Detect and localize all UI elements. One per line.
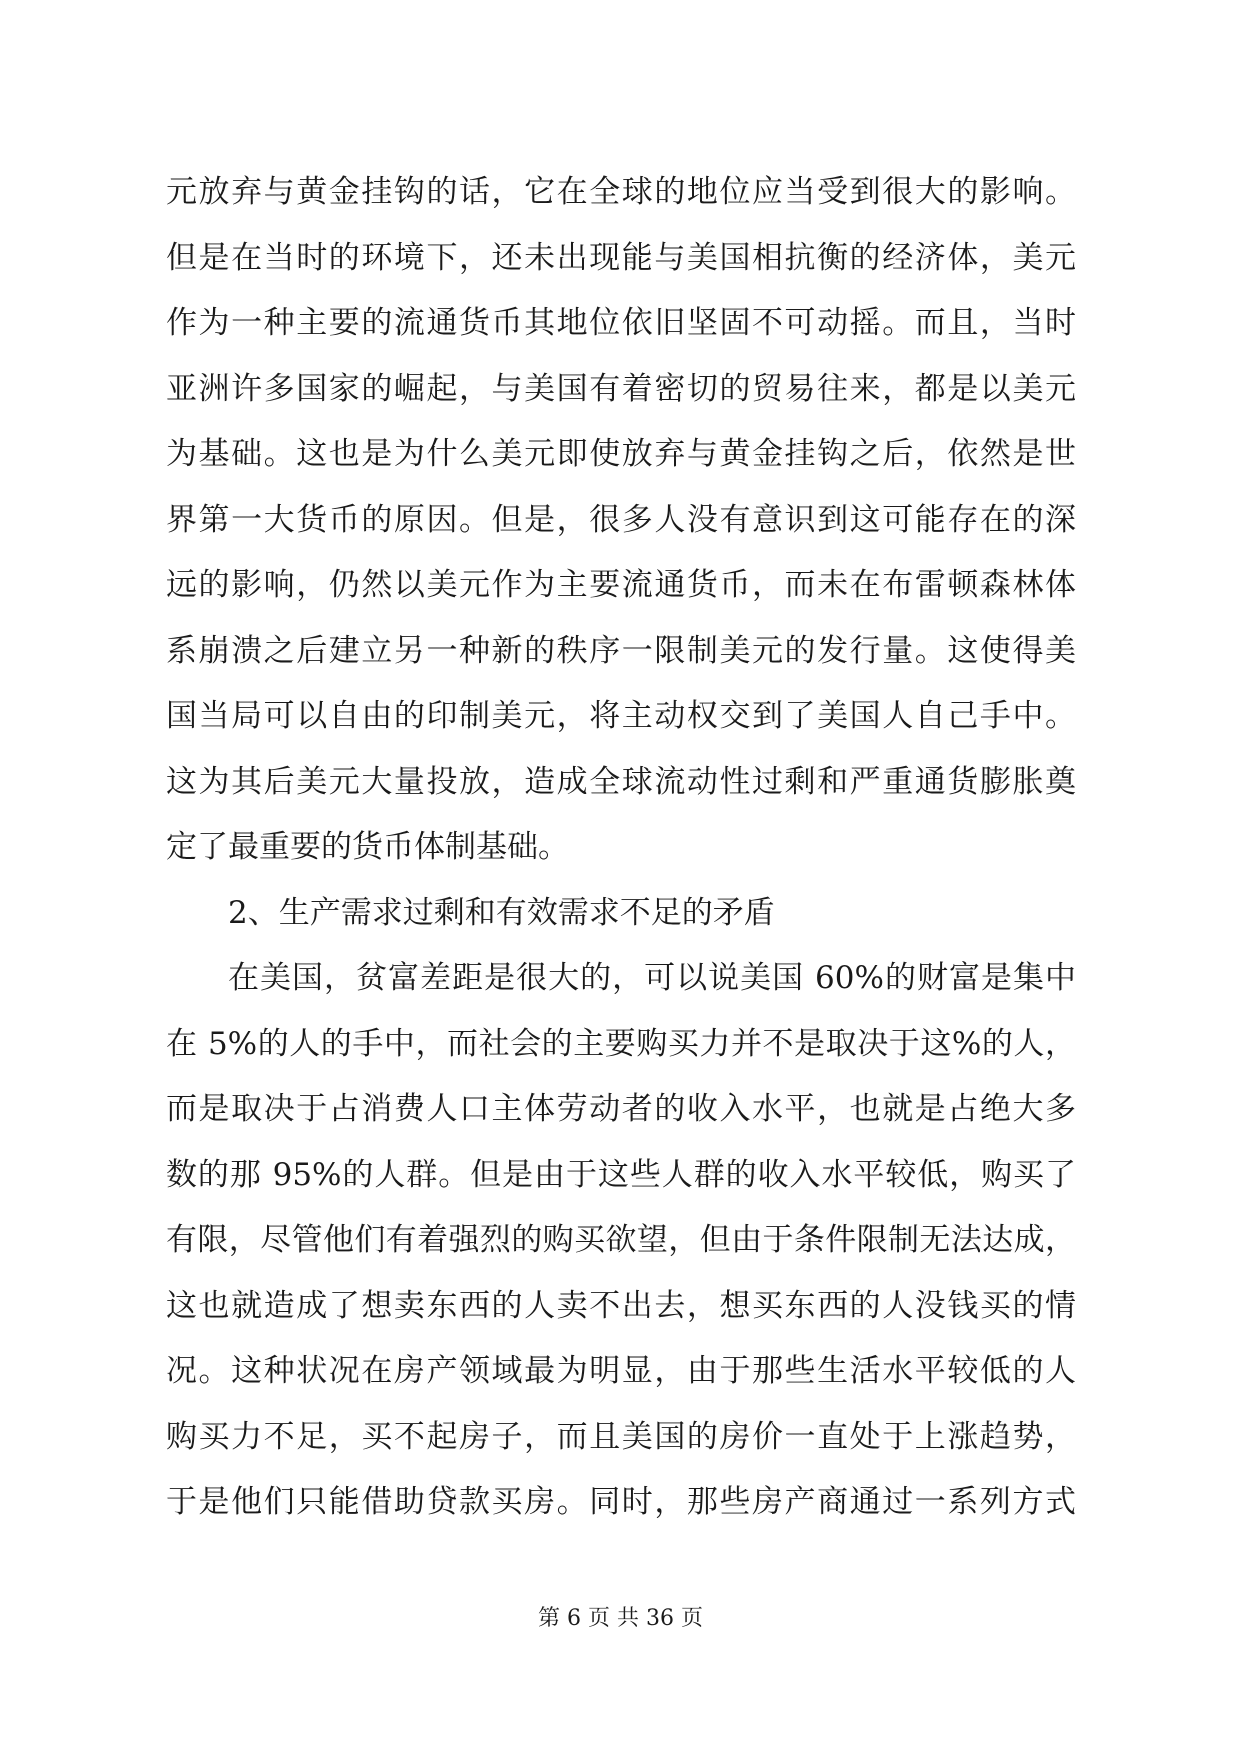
text-line-5: 为基础。这也是为什么美元即使放弃与黄金挂钩之后，依然是世 (166, 436, 1076, 472)
text-line-13: 在美国，贫富差距是很大的，可以说美国 60%的财富是集中 (228, 960, 1076, 996)
page-footer (0, 1604, 1241, 1634)
text-line-2: 但是在当时的环境下，还未出现能与美国相抗衡的经济体，美元 (166, 239, 1076, 276)
text-line-20: 购买力不足，买不起房子，而且美国的房价一直处于上涨趋势， (166, 1418, 1076, 1455)
text-line-1: 元放弃与黄金挂钩的话，它在全球的地位应当受到很大的影响。 (166, 174, 1076, 210)
section-heading: 2、生产需求过剩和有效需求不足的矛盾 (228, 894, 775, 931)
text-line-17: 有限，尽管他们有着强烈的购买欲望，但由于条件限制无法达成， (166, 1222, 1076, 1258)
text-line-21: 于是他们只能借助贷款买房。同时，那些房产商通过一系列方式 (166, 1484, 1076, 1520)
text-line-14: 在 5%的人的手中，而社会的主要购买力并不是取决于这%的人， (166, 1025, 1076, 1062)
text-line-4: 亚洲许多国家的崛起，与美国有着密切的贸易往来，都是以美元 (166, 370, 1076, 407)
text-line-16: 数的那 95%的人群。但是由于这些人群的收入水平较低，购买了 (166, 1156, 1076, 1193)
text-line-6: 界第一大货币的原因。但是，很多人没有意识到这可能存在的深 (166, 501, 1076, 538)
text-line-8: 系崩溃之后建立另一种新的秩序一限制美元的发行量。这使得美 (166, 632, 1076, 669)
text-line-18: 这也就造成了想卖东西的人卖不出去，想买东西的人没钱买的情 (166, 1287, 1076, 1324)
text-line-19: 况。这种状况在房产领域最为明显，由于那些生活水平较低的人 (166, 1353, 1076, 1389)
text-line-10: 这为其后美元大量投放，造成全球流动性过剩和严重通货膨胀奠 (166, 763, 1076, 800)
text-line-9: 国当局可以自由的印制美元，将主动权交到了美国人自己手中。 (166, 698, 1076, 734)
text-line-15: 而是取决于占消费人口主体劳动者的收入水平，也就是占绝大多 (166, 1091, 1076, 1127)
text-line-3: 作为一种主要的流通货币其地位依旧坚固不可动摇。而且，当时 (166, 305, 1076, 341)
body-text (166, 160, 1076, 1536)
page-number: 第 6 页 共 36 页 (538, 1606, 703, 1631)
text-line-11: 定了最重要的货币体制基础。 (166, 829, 569, 865)
text-line-7: 远的影响，仍然以美元作为主要流通货币，而未在布雷顿森林体 (166, 567, 1076, 603)
